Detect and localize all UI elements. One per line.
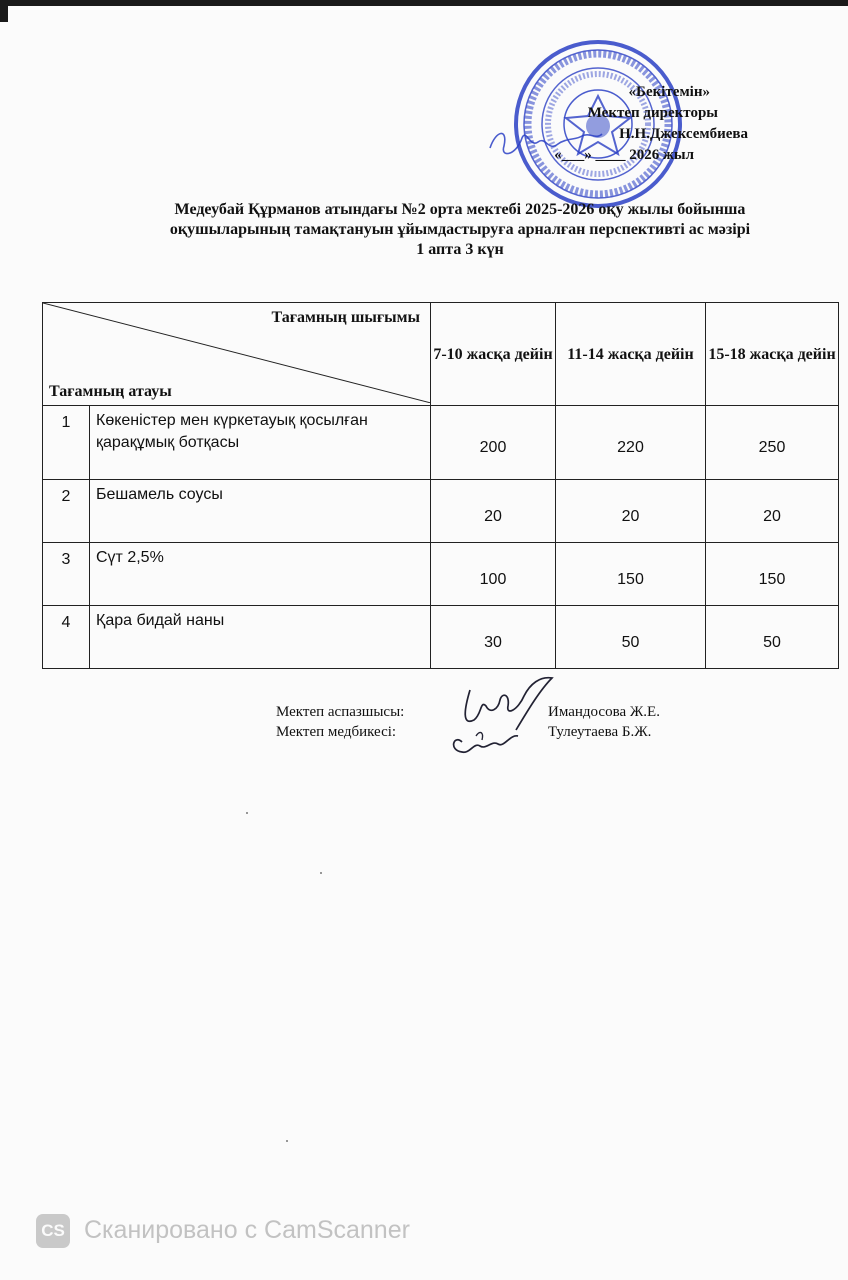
approval-director-name: Н.Н.Джексембиева bbox=[619, 126, 748, 142]
portion-15-18: 150 bbox=[706, 543, 839, 606]
title-line-3: 1 апта 3 күн bbox=[416, 241, 504, 258]
row-number: 3 bbox=[43, 543, 90, 606]
portion-7-10: 20 bbox=[431, 480, 556, 543]
header-diagonal-cell bbox=[43, 303, 431, 406]
portion-11-14: 20 bbox=[556, 480, 706, 543]
row-number: 1 bbox=[43, 406, 90, 480]
age-column-15-18: 15-18 жасқа дейін bbox=[706, 303, 839, 406]
document-title bbox=[100, 200, 820, 260]
approval-heading: «Бекітемін» bbox=[628, 84, 710, 100]
table-row bbox=[43, 480, 839, 543]
portion-7-10: 30 bbox=[431, 606, 556, 669]
cook-name: Имандосова Ж.Е. bbox=[548, 704, 660, 720]
nurse-label: Мектеп медбикесі: bbox=[276, 724, 397, 740]
scan-edge-left bbox=[0, 0, 8, 22]
scan-speck bbox=[286, 1140, 288, 1142]
portion-7-10: 100 bbox=[431, 543, 556, 606]
portion-11-14: 220 bbox=[556, 406, 706, 480]
portion-15-18: 20 bbox=[706, 480, 839, 543]
portion-11-14: 150 bbox=[556, 543, 706, 606]
table-row bbox=[43, 606, 839, 669]
scan-edge-top bbox=[0, 0, 848, 6]
menu-table bbox=[42, 302, 839, 669]
age-column-7-10: 7-10 жасқа дейін bbox=[431, 303, 556, 406]
director-signature bbox=[486, 118, 606, 168]
table-row bbox=[43, 543, 839, 606]
dish-name: Бешамель соусы bbox=[90, 480, 431, 543]
table-row bbox=[43, 406, 839, 480]
portion-11-14: 50 bbox=[556, 606, 706, 669]
dish-name: Көкеністер мен күркетауық қосылған қарақұмық ботқасы bbox=[90, 406, 431, 480]
camscanner-logo-icon: CS bbox=[36, 1214, 70, 1248]
age-column-11-14: 11-14 жасқа дейін bbox=[556, 303, 706, 406]
table-header-row bbox=[43, 303, 839, 406]
camscanner-watermark: Сканировано с CamScanner bbox=[84, 1216, 410, 1244]
portion-15-18: 50 bbox=[706, 606, 839, 669]
title-line-2: оқушыларының тамақтануын ұйымдастыруға арналған перспективті ас мәзірі bbox=[169, 221, 751, 238]
approval-position: Мектеп директоры bbox=[587, 105, 718, 121]
scan-speck bbox=[320, 872, 322, 874]
portion-15-18: 250 bbox=[706, 406, 839, 480]
header-dish-name-label: Тағамның атауы bbox=[49, 383, 172, 400]
dish-name: Сүт 2,5% bbox=[90, 543, 431, 606]
portion-7-10: 200 bbox=[431, 406, 556, 480]
title-line-1: Медеубай Құрманов атындағы №2 орта мектебі 2025-2026 оқу жылы бойынша bbox=[174, 201, 746, 218]
signature-labels bbox=[276, 702, 404, 742]
cook-label: Мектеп аспазшысы: bbox=[276, 704, 405, 720]
dish-name: Қара бидай наны bbox=[90, 606, 431, 669]
approval-date: «___» ____ 2026 жыл bbox=[554, 147, 694, 163]
nurse-name: Тулеутаева Б.Ж. bbox=[548, 724, 652, 740]
header-yield-label: Тағамның шығымы bbox=[271, 309, 420, 326]
row-number: 4 bbox=[43, 606, 90, 669]
scan-speck bbox=[246, 812, 248, 814]
signature-names bbox=[548, 702, 660, 742]
row-number: 2 bbox=[43, 480, 90, 543]
handwritten-signatures bbox=[440, 670, 560, 770]
